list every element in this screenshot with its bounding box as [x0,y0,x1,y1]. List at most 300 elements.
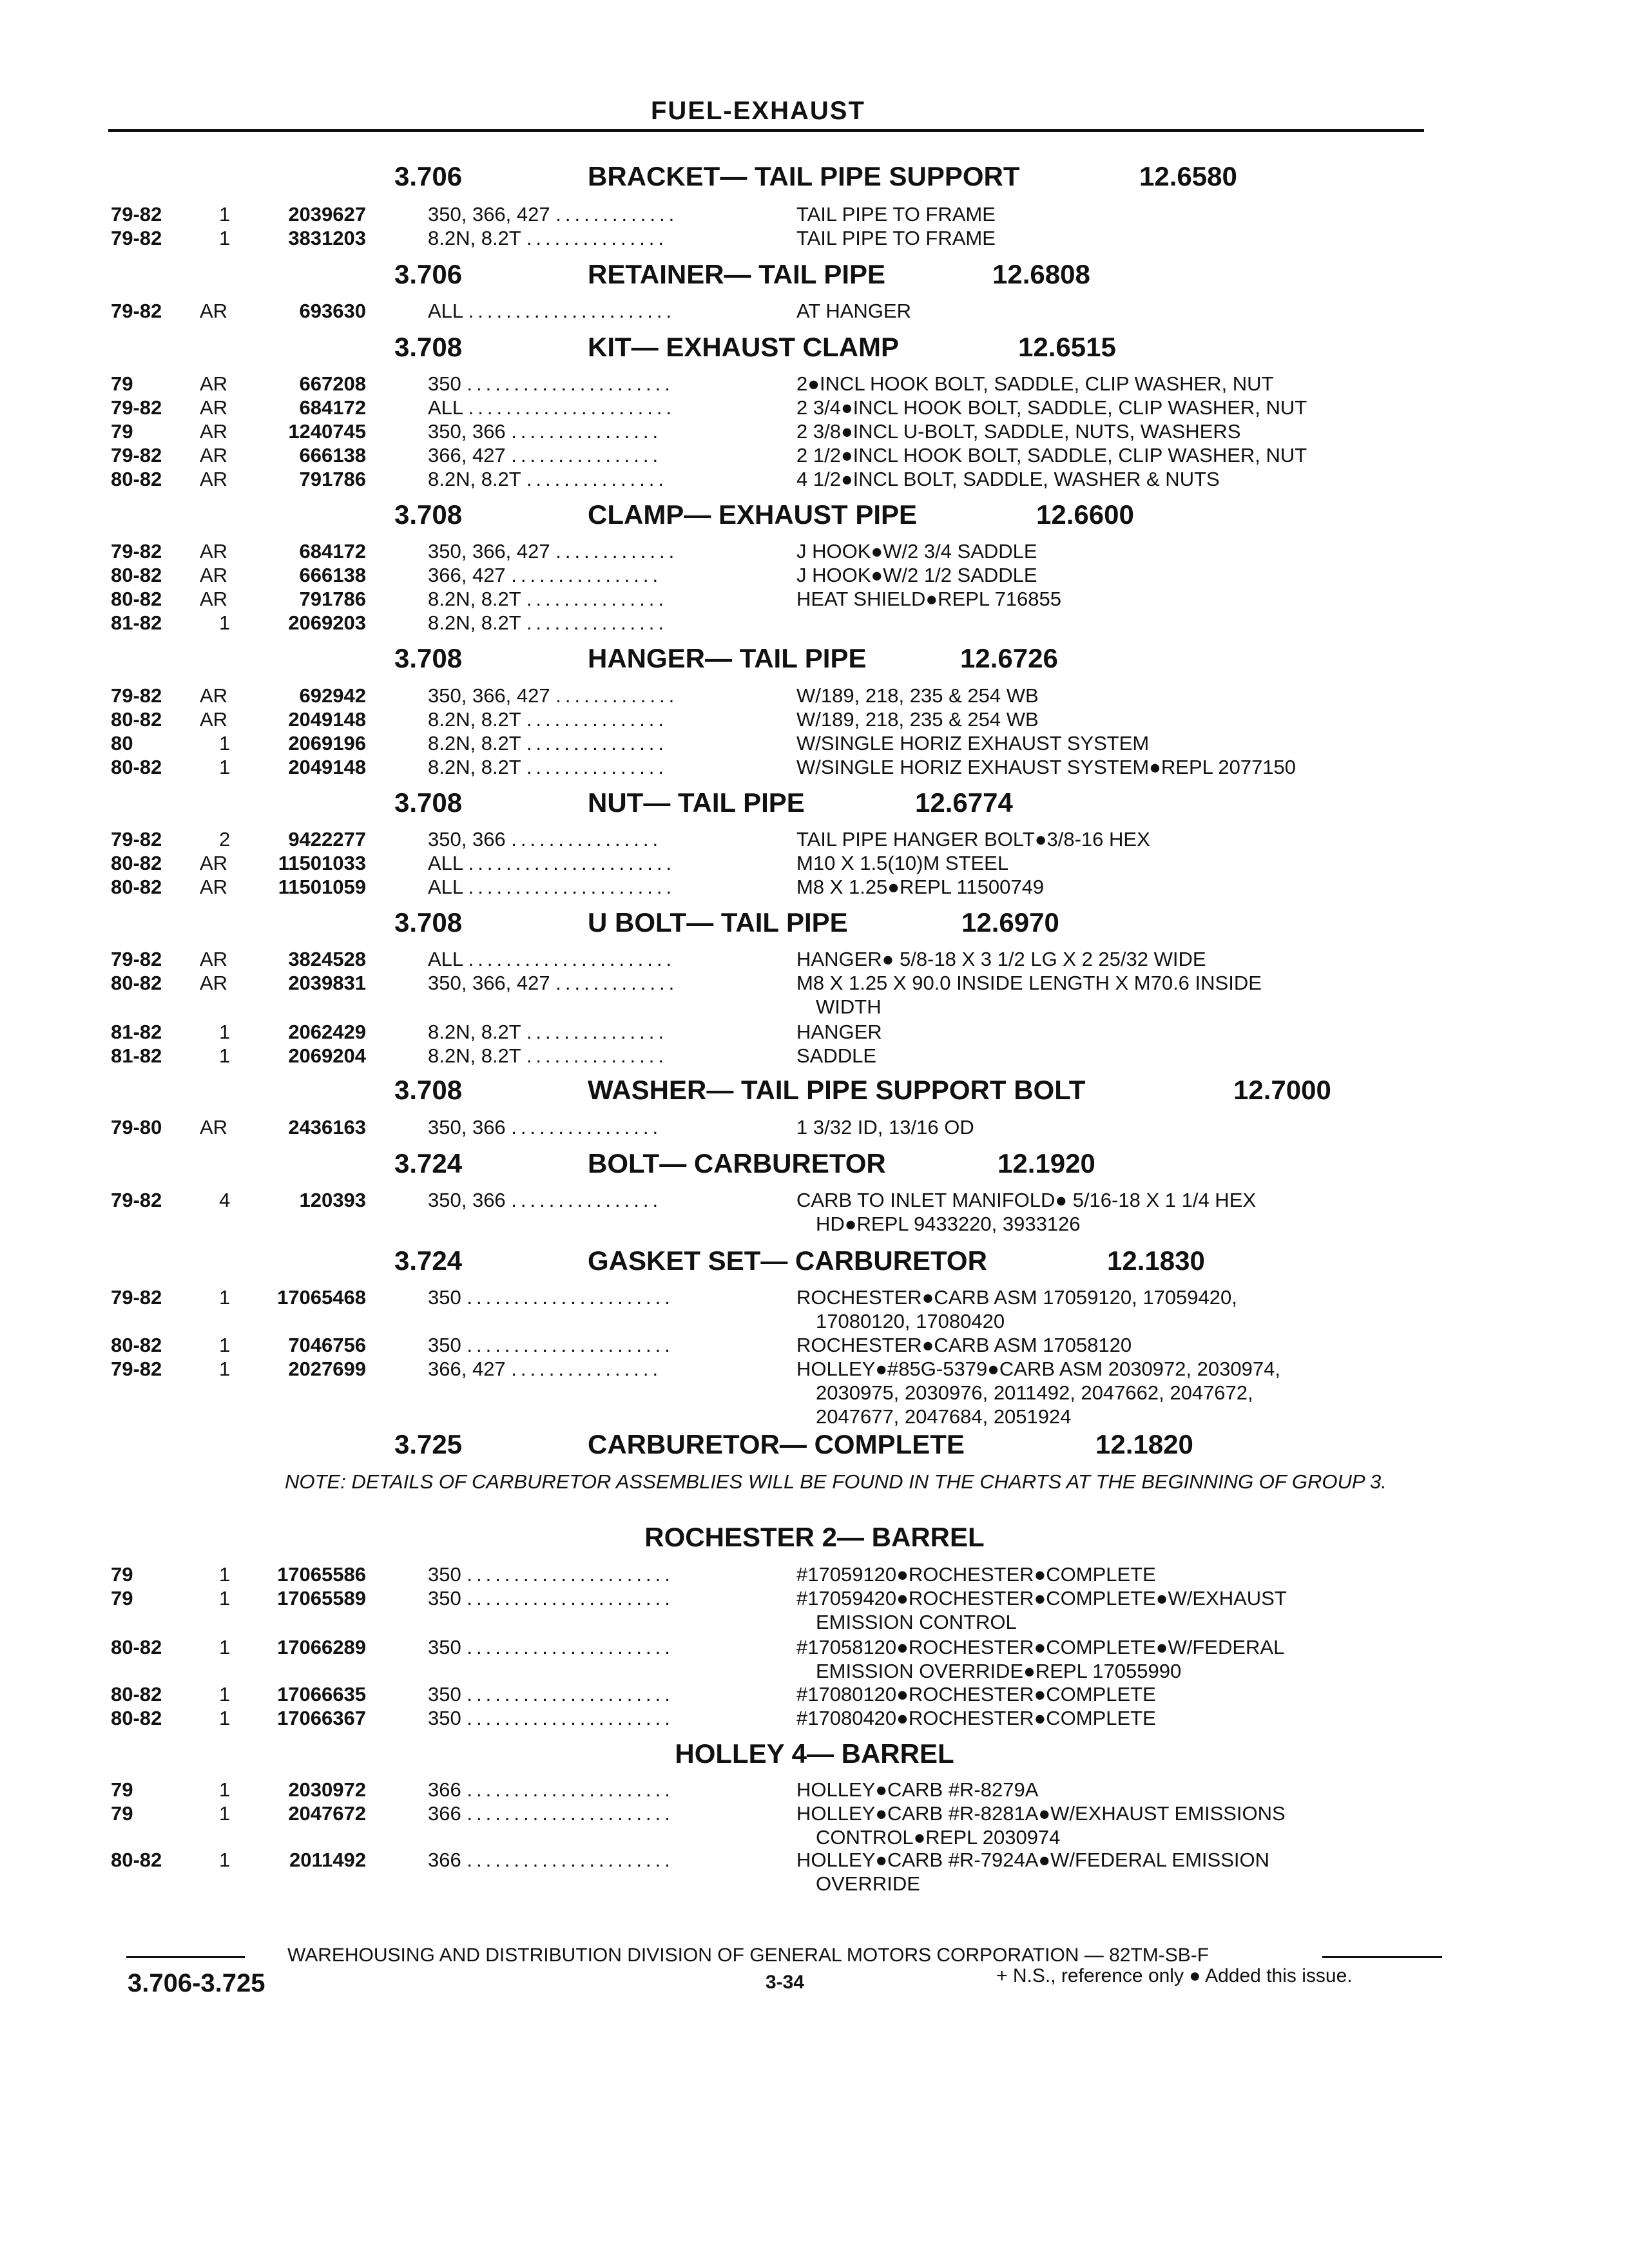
part-number: 17065589 [277,1587,366,1610]
description-continued: EMISSION CONTROL [816,1611,1017,1633]
part-number: 2011492 [289,1849,366,1871]
quantity: AR [200,444,228,466]
application-text: 350 [428,1286,461,1309]
application [428,203,678,226]
model-years: 79-82 [111,227,162,249]
description: 1 3/32 ID, 13/16 OD [796,1116,974,1139]
application [428,852,675,875]
part-number: 11501059 [278,876,366,898]
leader-dots: ...................... [468,852,676,874]
model-years: 79-82 [111,948,162,970]
section-number: 3.708 [394,332,463,362]
application-text: 8.2N, 8.2T [428,468,521,490]
quantity: 1 [219,1707,231,1729]
part-row [0,468,1629,494]
quantity: 1 [219,1778,231,1801]
application-text: ALL [428,300,463,322]
application [428,828,662,851]
header-rule [108,129,1424,132]
application [428,1286,674,1309]
quantity: 1 [219,611,231,634]
footer-rule-left [126,1956,245,1958]
leader-dots: ................ [511,1116,662,1139]
model-years: 79-82 [111,828,162,850]
description: 2 3/8●INCL U-BOLT, SADDLE, NUTS, WASHERS [796,420,1241,443]
part-number: 17065468 [277,1286,366,1309]
application [428,732,668,755]
section-group-code: 12.6774 [915,787,1013,818]
leader-dots: ...................... [467,1849,674,1871]
part-row [0,1044,1629,1070]
application-text: 350 [428,1334,461,1356]
application [428,1636,674,1659]
description-continued: OVERRIDE [816,1872,920,1895]
section-title: KIT— EXHAUST CLAMP [588,332,899,362]
quantity: 2 [219,828,231,850]
description: HANGER● 5/8-18 X 3 1/2 LG X 2 25/32 WIDE [796,948,1206,970]
model-years: 80-82 [111,564,162,586]
leader-dots: ...................... [468,876,676,898]
part-row [0,948,1629,974]
application-text: 366 [428,1778,461,1801]
application [428,1802,674,1825]
part-row [0,972,1629,1018]
section-header [0,643,1629,675]
description-continued: HD●REPL 9433220, 3933126 [816,1213,1081,1235]
application-text: 8.2N, 8.2T [428,732,521,754]
description: M8 X 1.25●REPL 11500749 [796,876,1045,898]
part-row [0,300,1629,325]
application-text: ALL [428,876,463,898]
application [428,300,675,323]
part-number: 2069203 [288,611,366,634]
description: W/189, 218, 235 & 254 WB [796,708,1039,731]
quantity: AR [200,540,228,562]
model-years: 80 [111,732,133,754]
leader-dots: ............... [526,708,668,731]
description: ROCHESTER●CARB ASM 17058120 [796,1334,1132,1356]
section-title: CLAMP— EXHAUST PIPE [588,499,918,530]
model-years: 79-82 [111,1189,162,1211]
description: HANGER [796,1021,882,1043]
application [428,564,662,587]
section-group-code: 12.6600 [1036,499,1134,530]
part-row [0,372,1629,398]
part-row [0,1563,1629,1589]
footer-page-number: 3-34 [766,1972,805,1993]
section-header [0,332,1629,364]
part-row [0,420,1629,446]
description: HEAT SHIELD●REPL 716855 [796,588,1062,610]
part-row [0,1636,1629,1682]
application [428,1849,674,1872]
part-row [0,1021,1629,1046]
leader-dots: ............. [555,972,679,994]
application-text: 366, 427 [428,564,506,586]
description: HOLLEY●CARB #R-7924A●W/FEDERAL EMISSION [796,1849,1270,1871]
description-continued: CONTROL●REPL 2030974 [816,1826,1061,1849]
application [428,948,675,971]
leader-dots: ................ [511,1358,662,1380]
description: #17059420●ROCHESTER●COMPLETE●W/EXHAUST [796,1587,1287,1610]
description: W/SINGLE HORIZ EXHAUST SYSTEM●REPL 2077150 [796,756,1296,778]
part-number: 2047672 [288,1802,366,1825]
quantity: 1 [219,1802,231,1825]
description: 2 3/4●INCL HOOK BOLT, SADDLE, CLIP WASHER, NUT [796,396,1307,419]
leader-dots: ...................... [467,1707,674,1729]
application [428,1707,674,1730]
model-years: 79-82 [111,1358,162,1380]
leader-dots: ............... [526,756,668,778]
description-continued: WIDTH [816,995,882,1018]
application-text: 350, 366, 427 [428,684,550,707]
description: M8 X 1.25 X 90.0 INSIDE LENGTH X M70.6 INSIDE [796,972,1262,994]
footer-section-range: 3.706-3.725 [128,1969,265,1997]
section-group-code: 12.6515 [1018,332,1116,362]
leader-dots: ...................... [467,1778,674,1801]
description: #17058120●ROCHESTER●COMPLETE●W/FEDERAL [796,1636,1285,1658]
part-number: 120393 [299,1189,366,1211]
description-continued: 2030975, 2030976, 2011492, 2047662, 2047672, [816,1381,1253,1404]
leader-dots: ............... [526,1044,668,1067]
application [428,1778,674,1802]
part-number: 2039831 [288,972,366,994]
application [428,876,675,899]
model-years: 79-82 [111,1286,162,1309]
model-years: 81-82 [111,611,162,634]
quantity: AR [200,564,228,586]
application [428,1563,674,1586]
section-group-code: 12.7000 [1233,1075,1331,1105]
section-title: BRACKET— TAIL PIPE SUPPORT [588,161,1020,191]
section-header [0,1245,1629,1278]
description: TAIL PIPE HANGER BOLT●3/8-16 HEX [796,828,1150,850]
application [428,708,668,731]
model-years: 80-82 [111,1334,162,1356]
section-header [0,259,1629,291]
part-row [0,1286,1629,1332]
part-number: 3824528 [288,948,366,970]
part-number: 2436163 [288,1116,366,1139]
application [428,1587,674,1610]
model-years: 79-82 [111,684,162,707]
quantity: 1 [219,1563,231,1586]
section-title: BOLT— CARBURETOR [588,1148,886,1178]
section-number: 3.706 [394,161,463,191]
quantity: AR [200,684,228,707]
part-row [0,1849,1629,1895]
quantity: AR [200,372,228,395]
quantity: 1 [219,1044,231,1067]
model-years: 79 [111,372,133,395]
part-number: 17066289 [277,1636,366,1658]
section-number: 3.708 [394,907,463,937]
leader-dots: ...................... [467,1587,674,1610]
description: AT HANGER [796,300,911,322]
model-years: 79-82 [111,396,162,419]
application [428,1683,674,1706]
model-years: 79-82 [111,203,162,226]
quantity: 1 [219,1358,231,1380]
quantity: 1 [219,1849,231,1871]
description: HOLLEY●CARB #R-8281A●W/EXHAUST EMISSIONS [796,1802,1286,1825]
application-text: 350, 366 [428,828,506,850]
leader-dots: ............. [555,540,679,562]
model-years: 80-82 [111,1849,162,1871]
model-years: 80-82 [111,852,162,874]
application-text: 350 [428,1587,461,1610]
application-text: ALL [428,396,463,419]
part-row [0,203,1629,229]
quantity: AR [200,396,228,419]
description: ROCHESTER●CARB ASM 17059120, 17059420, [796,1286,1237,1309]
application-text: 8.2N, 8.2T [428,756,521,778]
description: J HOOK●W/2 1/2 SADDLE [796,564,1037,586]
section-title: RETAINER— TAIL PIPE [588,259,886,289]
description-continued: EMISSION OVERRIDE●REPL 17055990 [816,1660,1182,1682]
section-group-code: 12.6726 [960,643,1058,673]
leader-dots: ...................... [467,1636,674,1658]
quantity: 1 [219,203,231,226]
application [428,444,662,467]
application [428,1116,662,1139]
model-years: 80-82 [111,876,162,898]
section-group-code: 12.6580 [1139,161,1237,191]
part-row [0,684,1629,710]
section-header [0,1738,1629,1771]
leader-dots: ................ [511,828,662,850]
section-number: 3.724 [394,1245,463,1276]
leader-dots: ...................... [467,1286,674,1309]
application [428,420,662,443]
description: #17080420●ROCHESTER●COMPLETE [796,1707,1156,1729]
application-text: 8.2N, 8.2T [428,1021,521,1043]
model-years: 80-82 [111,468,162,490]
part-number: 2030972 [288,1778,366,1801]
quantity: AR [200,972,228,994]
quantity: AR [200,300,228,322]
section-group-code: 12.6808 [992,259,1090,289]
application-text: 366 [428,1802,461,1825]
application-text: 350 [428,1636,461,1658]
application-text: 350 [428,1563,461,1586]
part-row [0,1587,1629,1633]
section-header [0,787,1629,820]
quantity: 1 [219,1021,231,1043]
section-group-code: 12.1920 [998,1148,1095,1178]
description: TAIL PIPE TO FRAME [796,203,996,226]
application-text: 8.2N, 8.2T [428,227,521,249]
part-number: 11501033 [278,852,366,874]
part-row [0,756,1629,782]
part-row [0,876,1629,901]
application-text: 350, 366 [428,1116,506,1139]
application-text: 366, 427 [428,1358,506,1380]
model-years: 80-82 [111,1683,162,1706]
application-text: 8.2N, 8.2T [428,1044,521,1067]
leader-dots: ...................... [468,948,676,970]
section-title: GASKET SET— CARBURETOR [588,1245,987,1276]
application-text: 350, 366, 427 [428,972,550,994]
leader-dots: ............. [555,203,679,226]
quantity: AR [200,948,228,970]
quantity: 1 [219,1334,231,1356]
quantity: 1 [219,1683,231,1706]
part-number: 2069196 [288,732,366,754]
quantity: 1 [219,1286,231,1309]
part-number: 2069204 [288,1044,366,1067]
part-number: 693630 [299,300,366,322]
section-number: 3.708 [394,643,463,673]
part-number: 666138 [299,444,366,466]
footer-legend: + N.S., reference only ● Added this issue. [996,1965,1353,1986]
leader-dots: ................ [511,420,662,443]
quantity: 1 [219,756,231,778]
leader-dots: ................ [511,1189,662,1211]
leader-dots: ...................... [467,372,674,395]
application [428,588,668,611]
section-header [0,1148,1629,1180]
part-row [0,227,1629,253]
leader-dots: ...................... [467,1334,674,1356]
application [428,684,678,707]
description: CARB TO INLET MANIFOLD● 5/16-18 X 1 1/4 HEX [796,1189,1257,1211]
application-text: 366, 427 [428,444,506,466]
section-title: NUT— TAIL PIPE [588,787,805,818]
part-row [0,611,1629,637]
description: 4 1/2●INCL BOLT, SADDLE, WASHER & NUTS [796,468,1220,490]
page-header-title: FUEL-EXHAUST [651,97,865,125]
quantity: 1 [219,732,231,754]
application [428,1189,662,1212]
application-text: 350, 366, 427 [428,203,550,226]
part-row [0,828,1629,854]
application-text: 350 [428,1683,461,1706]
quantity: AR [200,588,228,610]
part-number: 791786 [299,588,366,610]
footer-rule-right [1322,1956,1442,1958]
description: W/189, 218, 235 & 254 WB [796,684,1039,707]
part-number: 791786 [299,468,366,490]
part-row [0,1334,1629,1360]
section-number: 3.708 [394,1075,463,1105]
quantity: 4 [219,1189,231,1211]
part-row [0,732,1629,758]
model-years: 79 [111,1587,133,1610]
part-number: 2049148 [288,708,366,731]
section-header [0,1429,1629,1461]
leader-dots: ...................... [467,1563,674,1586]
part-row [0,564,1629,590]
part-row [0,708,1629,734]
leader-dots: ................ [511,564,662,586]
part-row [0,1683,1629,1709]
model-years: 80-82 [111,756,162,778]
part-number: 3831203 [288,227,366,249]
section-header [0,161,1629,193]
part-row [0,1802,1629,1849]
part-number: 2049148 [288,756,366,778]
description: 2●INCL HOOK BOLT, SADDLE, CLIP WASHER, NUT [796,372,1274,395]
model-years: 81-82 [111,1021,162,1043]
application-text: 366 [428,1849,461,1871]
application-text: 8.2N, 8.2T [428,588,521,610]
quantity: AR [200,876,228,898]
model-years: 79-82 [111,444,162,466]
model-years: 80-82 [111,708,162,731]
section-number: 3.725 [394,1429,463,1459]
application [428,468,668,491]
leader-dots: ...................... [467,1683,674,1706]
application [428,1358,662,1381]
application [428,972,678,995]
part-row [0,540,1629,566]
application-text: 350 [428,372,461,395]
description: #17059120●ROCHESTER●COMPLETE [796,1563,1156,1586]
section-header [0,1522,1629,1554]
section-header [0,499,1629,532]
quantity: AR [200,852,228,874]
carburetor-note: NOTE: DETAILS OF CARBURETOR ASSEMBLIES WILL BE FOUND IN THE CHARTS AT THE BEGINNING OF GROUP 3. [285,1470,1387,1493]
application-text: 8.2N, 8.2T [428,611,521,634]
application [428,1334,674,1357]
section-number: 3.706 [394,259,463,289]
quantity: AR [200,468,228,490]
leader-dots: ............... [526,227,668,249]
section-number: 3.708 [394,787,463,818]
model-years: 79 [111,420,133,443]
model-years: 80-82 [111,1707,162,1729]
application-text: ALL [428,948,463,970]
model-years: 79-80 [111,1116,162,1139]
part-number: 17065586 [277,1563,366,1586]
quantity: AR [200,420,228,443]
description: SADDLE [796,1044,877,1067]
application [428,756,668,779]
section-group-code: 12.6970 [961,907,1059,937]
model-years: 80-82 [111,588,162,610]
leader-dots: ............... [526,1021,668,1043]
section-title: CARBURETOR— COMPLETE [588,1429,965,1459]
description: M10 X 1.5(10)M STEEL [796,852,1009,874]
quantity: 1 [219,1587,231,1610]
section-number: 3.708 [394,499,463,530]
description-continued: 2047677, 2047684, 2051924 [816,1405,1072,1428]
application-text: 8.2N, 8.2T [428,708,521,731]
part-number: 692942 [299,684,366,707]
description: HOLLEY●#85G-5379●CARB ASM 2030972, 2030974, [796,1358,1280,1380]
section-title: WASHER— TAIL PIPE SUPPORT BOLT [588,1075,1086,1105]
quantity: 1 [219,227,231,249]
part-number: 684172 [299,540,366,562]
application [428,540,678,563]
description: HOLLEY●CARB #R-8279A [796,1778,1039,1801]
leader-dots: ............... [526,468,668,490]
leader-dots: ...................... [468,396,676,419]
part-number: 2062429 [288,1021,366,1043]
footer-publisher-line: WAREHOUSING AND DISTRIBUTION DIVISION OF GENERAL MOTORS CORPORATION — 82TM-SB-F [287,1945,1210,1966]
part-row [0,444,1629,470]
model-years: 80-82 [111,1636,162,1658]
model-years: 79 [111,1778,133,1801]
section-number: 3.724 [394,1148,463,1178]
application [428,372,674,396]
application [428,1044,668,1068]
application-text: 350, 366, 427 [428,540,550,562]
model-years: 81-82 [111,1044,162,1067]
model-years: 79 [111,1563,133,1586]
model-years: 79-82 [111,540,162,562]
